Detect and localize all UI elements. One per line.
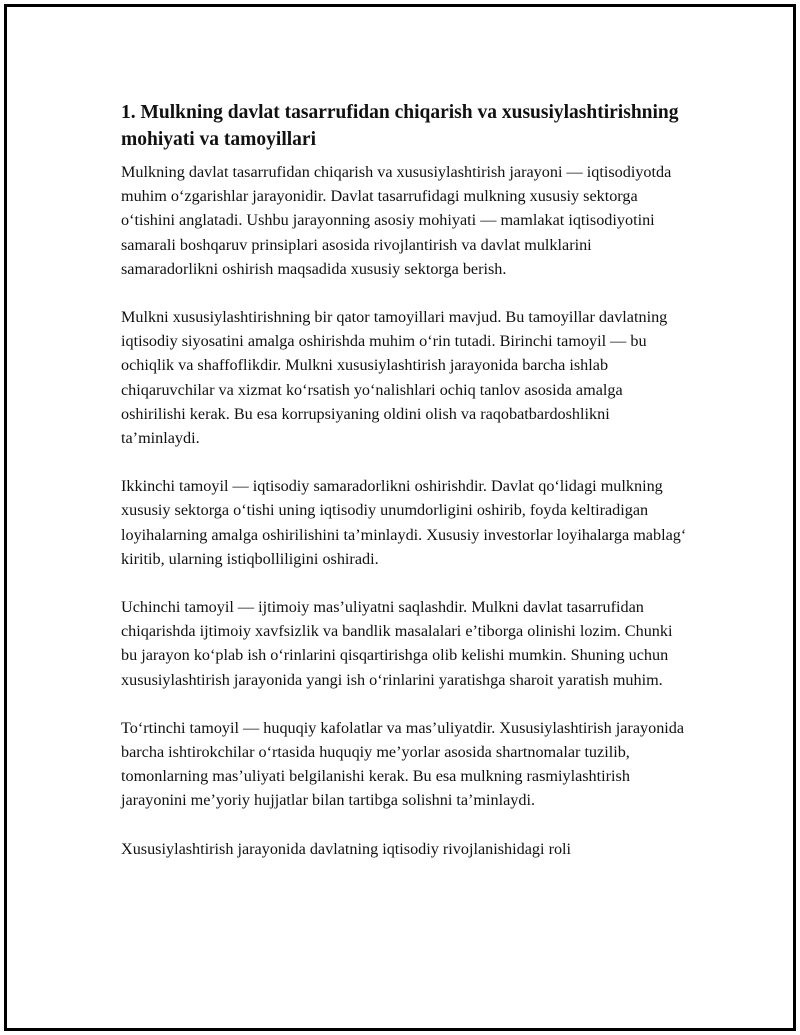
section-heading: 1. Mulkning davlat tasarrufidan chiqarish va xususiylashtirishning mohiyati va tamoyillari	[121, 102, 679, 150]
paragraph-principle-second: Ikkinchi tamoyil — iqtisodiy samaradorlikni oshirishdir. Davlat qo‘lidagi mulkning xususiy sektorga o‘tishi uning iqtisodiy unumdorligini oshirib, foyda keltiradigan loyihalarning amalga oshirilishini ta’minlaydi. Xususiy investorlar loyihalarga mablag‘ kiritib, ularning istiqbolliligini oshiradi.	[121, 477, 687, 568]
paragraph-state-role: Xususiylashtirish jarayonida davlatning iqtisodiy rivojlanishidagi roli	[121, 839, 572, 858]
paragraph-intro: Mulkning davlat tasarrufidan chiqarish va xususiylashtirish jarayoni — iqtisodiyotda muhim o‘zgarishlar jarayonidir. Davlat tasarrufidagi mulkning xususiy sektorga o‘tishini anglatadi. Ushbu jarayonning asosiy mohiyati — mamlakat iqtisodiyotini samarali boshqaruv prinsiplari asosida rivojlantirish va davlat mulklarini samaradorlikni oshirish maqsadida xususiy sektorga berish.	[121, 163, 672, 278]
paragraph-principles-first: Mulkni xususiylashtirishning bir qator tamoyillari mavjud. Bu tamoyillar davlatning iqtisodiy siyosatini amalga oshirishda muhim o‘rin tutadi. Birinchi tamoyil — bu ochiqlik va shaffoflikdir. Mulkni xususiylashtirish jarayonida barcha ishlab chiqaruvchilar va xizmat ko‘rsatish yo‘nalishlari ochiq tanlov asosida amalga oshirilishi kerak. Bu esa korrupsiyaning oldini olish va raqobatbardoshlikni ta’minlaydi.	[121, 308, 668, 448]
page-frame	[4, 4, 796, 1031]
document-body	[121, 99, 691, 885]
paragraph-principle-fourth: To‘rtinchi tamoyil — huquqiy kafolatlar va mas’uliyatdir. Xususiylashtirish jarayonida barcha ishtirokchilar o‘rtasida huquqiy me’yorlar asosida shartnomalar tuzilib, tomonlarning mas’uliyati belgilanishi kerak. Bu esa mulkning rasmiylashtirish jarayonini me’yoriy hujjatlar bilan tartibga solishni ta’minlaydi.	[121, 718, 685, 810]
paragraph-principle-third: Uchinchi tamoyil — ijtimoiy mas’uliyatni saqlashdir. Mulkni davlat tasarrufidan chiqarishda ijtimoiy xavfsizlik va bandlik masalalari e’tiborga olinishi lozim. Chunki bu jarayon ko‘plab ish o‘rinlarini qisqartirishga olib kelishi mumkin. Shuning uchun xususiylashtirish jarayonida yangi ish o‘rinlarini yaratishga sharoit yaratish muhim.	[121, 598, 673, 689]
